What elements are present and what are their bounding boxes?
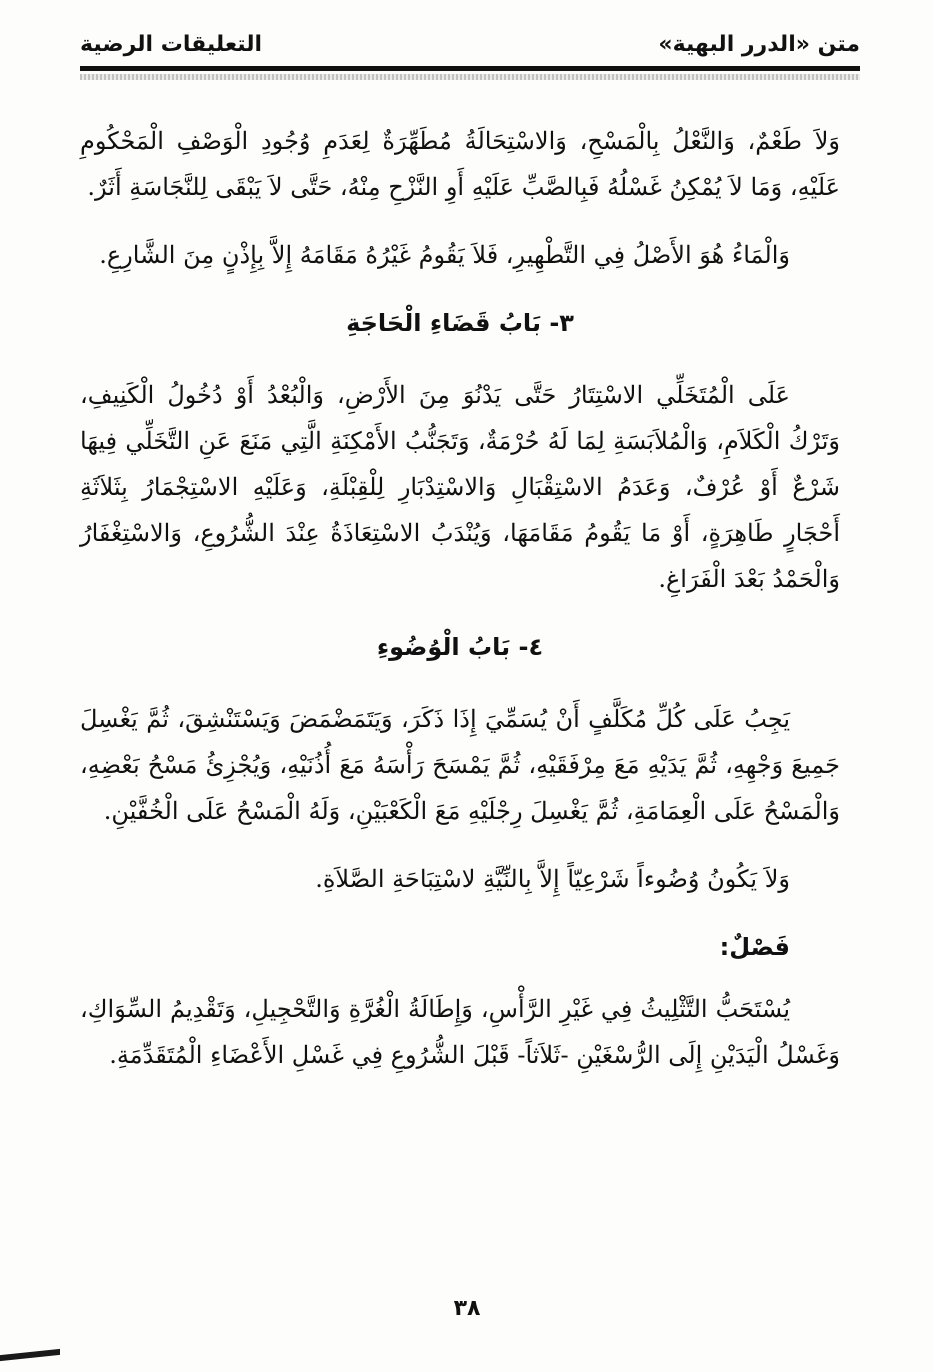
header-book-title: متن «الدرر البهية»	[658, 32, 860, 57]
section-heading-relieving: ٣- بَابُ قَضَاءِ الْحَاجَةِ	[346, 309, 574, 337]
paragraph-ablution-steps: يَجِبُ عَلَى كُلِّ مُكَلَّفٍ أَنْ يُسَمِّيَ إِذَا ذَكَرَ، وَيَتَمَضْمَضَ وَيَسْتَنْشِقَ، ثُمَّ يَغْسِلَ جَمِيعَ وَجْهِهِ، ثُمَّ يَدَيْهِ مَعَ مِرْفَقَيْهِ، ثُمَّ يَمْسَحَ رَأْسَهُ مَعَ أُذُنَيْهِ، وَيُجْزِئُ مَسْحُ بَعْضِهِ، وَالْمَسْحُ عَلَى الْعِمَامَةِ، ثُمَّ يَغْسِلَ رِجْلَيْهِ مَعَ الْكَعْبَيْنِ، وَلَهُ الْمَسْحُ عَلَى الْخُفَّيْنِ.	[80, 705, 840, 825]
paragraph-ablution-intention: وَلاَ يَكُونُ وُضُوءاً شَرْعِيّاً إِلاَّ بِالنِّيَّةِ لاسْتِبَاحَةِ الصَّلاَةِ.	[315, 865, 790, 893]
section-heading-ablution: ٤- بَابُ الْوُضُوءِ	[376, 633, 544, 661]
header-rule-shading	[80, 74, 860, 80]
page-number: ٣٨	[453, 1296, 481, 1321]
paragraph-relieving-rules: عَلَى الْمُتَخَلِّي الاسْتِتَارُ حَتَّى يَدْنُوَ مِنَ الأَرْضِ، وَالْبُعْدُ أَوْ دُخُولُ الْكَنِيفِ، وَتَرْكُ الْكَلاَمِ، وَالْمُلاَبَسَةِ لِمَا لَهُ حُرْمَةٌ، وَتَجَنُّبُ الأَمْكِنَةِ الَّتِي مَنَعَ عَنِ التَّخَلِّي فِيهَا شَرْعٌ أَوْ عُرْفٌ، وَعَدَمُ الاسْتِقْبَالِ وَالاسْتِدْبَارِ لِلْقِبْلَةِ، وَعَلَيْهِ الاسْتِجْمَارُ بِثَلاَثَةِ أَحْجَارٍ طَاهِرَةٍ، أَوْ مَا يَقُومُ مَقَامَهَا، وَيُنْدَبُ الاسْتِعَاذَةُ عِنْدَ الشُّرُوعِ، وَالاسْتِغْفَارُ وَالْحَمْدُ بَعْدَ الْفَرَاغِ.	[80, 381, 840, 593]
fasl-heading: فَصْلٌ:	[719, 933, 790, 961]
header-rule	[80, 66, 860, 71]
running-header	[60, 28, 860, 68]
paragraph-purification-methods: وَلاَ طَعْمٌ، وَالنَّعْلُ بِالْمَسْحِ، وَالاسْتِحَالَةُ مُطَهِّرَةٌ لِعَدَمِ وُجُودِ الْوَصْفِ الْمَحْكُومِ عَلَيْهِ، وَمَا لاَ يُمْكِنُ غَسْلُهُ فَبِالصَّبِّ عَلَيْهِ أَوِ النَّزْحِ مِنْهُ، حَتَّى لاَ يَبْقَى لِلنَّجَاسَةِ أَثَرٌ.	[80, 127, 840, 201]
paragraph-ablution-recommended: يُسْتَحَبُّ التَّثْلِيثُ فِي غَيْرِ الرَّأْسِ، وَإِطَالَةُ الْغُرَّةِ وَالتَّحْجِيلِ، وَتَقْدِيمُ السِّوَاكِ، وَغَسْلُ الْيَدَيْنِ إِلَى الرُّسْغَيْنِ -ثَلاَثاً- قَبْلَ الشُّرُوعِ فِي غَسْلِ الأَعْضَاءِ الْمُتَقَدِّمَةِ.	[80, 995, 840, 1069]
header-commentary-title: التعليقات الرضية	[80, 32, 263, 57]
body-text	[80, 118, 840, 1100]
scan-edge-mark	[0, 1349, 60, 1361]
paragraph-water-principle: وَالْمَاءُ هُوَ الأَصْلُ فِي التَّطْهِيرِ، فَلاَ يَقُومُ غَيْرُهُ مَقَامَهُ إِلاَّ بِإِذْنٍ مِنَ الشَّارِعِ.	[99, 241, 790, 269]
